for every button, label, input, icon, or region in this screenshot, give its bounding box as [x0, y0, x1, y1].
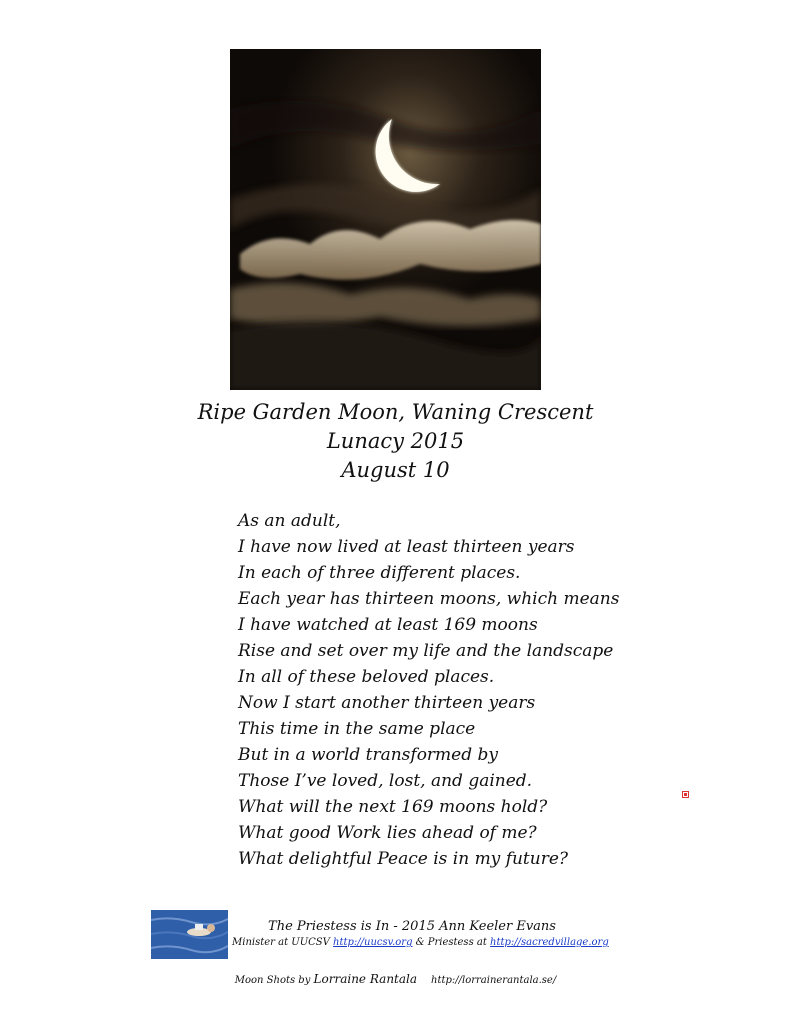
moon-photo	[230, 49, 541, 390]
poem-line: I have now lived at least thirteen years	[238, 537, 575, 557]
photographer-name: Lorraine Rantala	[313, 972, 418, 986]
poem-line: What good Work lies ahead of me?	[238, 823, 537, 843]
subtitle-lunacy: Lunacy 2015	[326, 429, 465, 453]
swimmer-photo	[151, 910, 228, 959]
poem-line: In all of these beloved places.	[238, 667, 495, 687]
poem-line: What delightful Peace is in my future?	[238, 849, 569, 869]
poem	[238, 508, 619, 872]
footer-affiliations	[232, 936, 609, 950]
page-title: Ripe Garden Moon, Waning Crescent	[197, 400, 594, 424]
poem-line: Now I start another thirteen years	[238, 693, 536, 713]
embedded-object-icon[interactable]	[682, 791, 689, 798]
poem-line: I have watched at least 169 moons	[238, 615, 538, 635]
poem-line: In each of three different places.	[238, 563, 521, 583]
subtitle-date: August 10	[341, 458, 450, 482]
title-block	[0, 398, 791, 485]
photographer-url: http://lorrainerantala.se/	[431, 975, 557, 986]
footer-title: The Priestess is In - 2015 Ann Keeler Evans	[268, 919, 556, 934]
poem-line: Those I’ve loved, lost, and gained.	[238, 771, 533, 791]
poem-line: As an adult,	[238, 511, 341, 531]
photo-credit	[0, 972, 791, 986]
sacred-village-link[interactable]: http://sacredvillage.org	[490, 937, 609, 948]
poem-line: Each year has thirteen moons, which means	[238, 589, 620, 609]
footer	[232, 918, 609, 950]
priestess-label: & Priestess at	[412, 937, 491, 948]
credit-label: Moon Shots by	[234, 975, 314, 986]
minister-label: Minister at UUCSV	[232, 937, 334, 948]
poem-line: What will the next 169 moons hold?	[238, 797, 548, 817]
poem-line: Rise and set over my life and the landscape	[238, 641, 614, 661]
poem-line: But in a world transformed by	[238, 745, 499, 765]
uucsv-link[interactable]: http://uucsv.org	[333, 937, 413, 948]
poem-line: This time in the same place	[238, 719, 476, 739]
